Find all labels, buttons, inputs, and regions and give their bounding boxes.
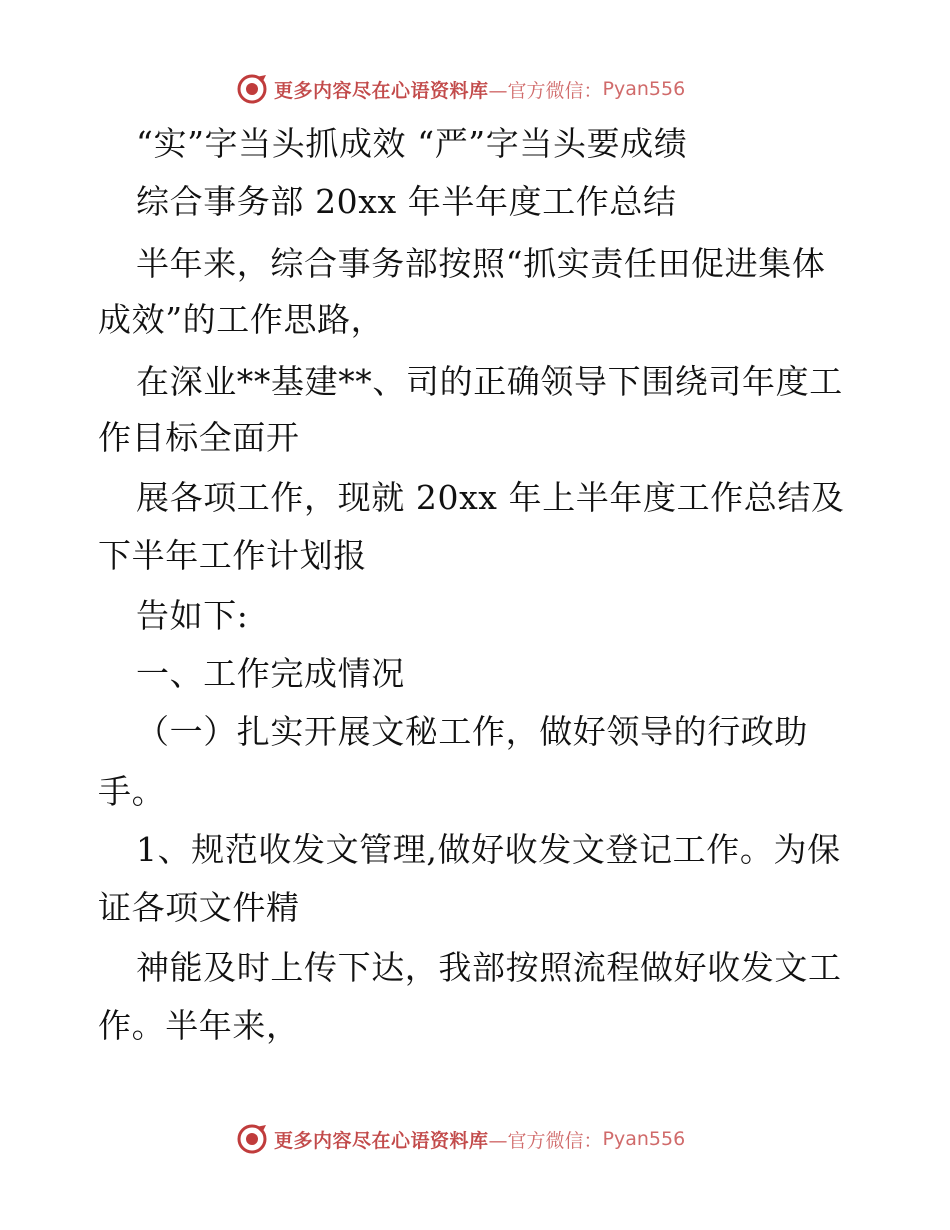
brand-logo-icon [236,1123,268,1155]
paragraph-line: 神能及时上传下达，我部按照流程做好收发文工 [136,948,842,987]
paragraph-line: 作。半年来， [98,1006,300,1045]
watermark-wechat-id: Pyan556 [602,1128,686,1150]
watermark-text: 更多内容尽在心语资料库 [274,79,489,102]
document-subtitle: 综合事务部 20xx 年半年度工作总结 [136,182,677,221]
paragraph-line: 下半年工作计划报 [98,536,367,575]
watermark-wechat-id: Pyan556 [602,78,686,100]
paragraph-line: 作目标全面开 [98,418,300,457]
paragraph-line: 成效”的工作思路， [98,300,385,339]
document-title: “实”字当头抓成效 “严”字当头要成绩 [136,124,688,163]
watermark-footer [236,1122,685,1156]
paragraph-line: 在深业**基建**、司的正确领导下围绕司年度工 [136,362,843,401]
paragraph-line: 半年来，综合事务部按照“抓实责任田促进集体 [136,244,826,283]
subsection-heading: （一）扎实开展文秘工作，做好领导的行政助 [136,712,808,751]
paragraph-line: 证各项文件精 [98,888,300,927]
watermark-text: 更多内容尽在心语资料库 [274,1129,489,1152]
paragraph-line: 展各项工作，现就 20xx 年上半年度工作总结及 [136,478,845,517]
section-heading: 一、工作完成情况 [136,654,405,693]
watermark-dash: —官方微信： [488,1129,603,1152]
paragraph-line: 告如下: [136,596,249,635]
paragraph-line: 1、规范收发文管理,做好收发文登记工作。为保 [136,830,841,869]
watermark-dash: —官方微信： [488,79,603,102]
paragraph-line: 手。 [98,772,166,811]
